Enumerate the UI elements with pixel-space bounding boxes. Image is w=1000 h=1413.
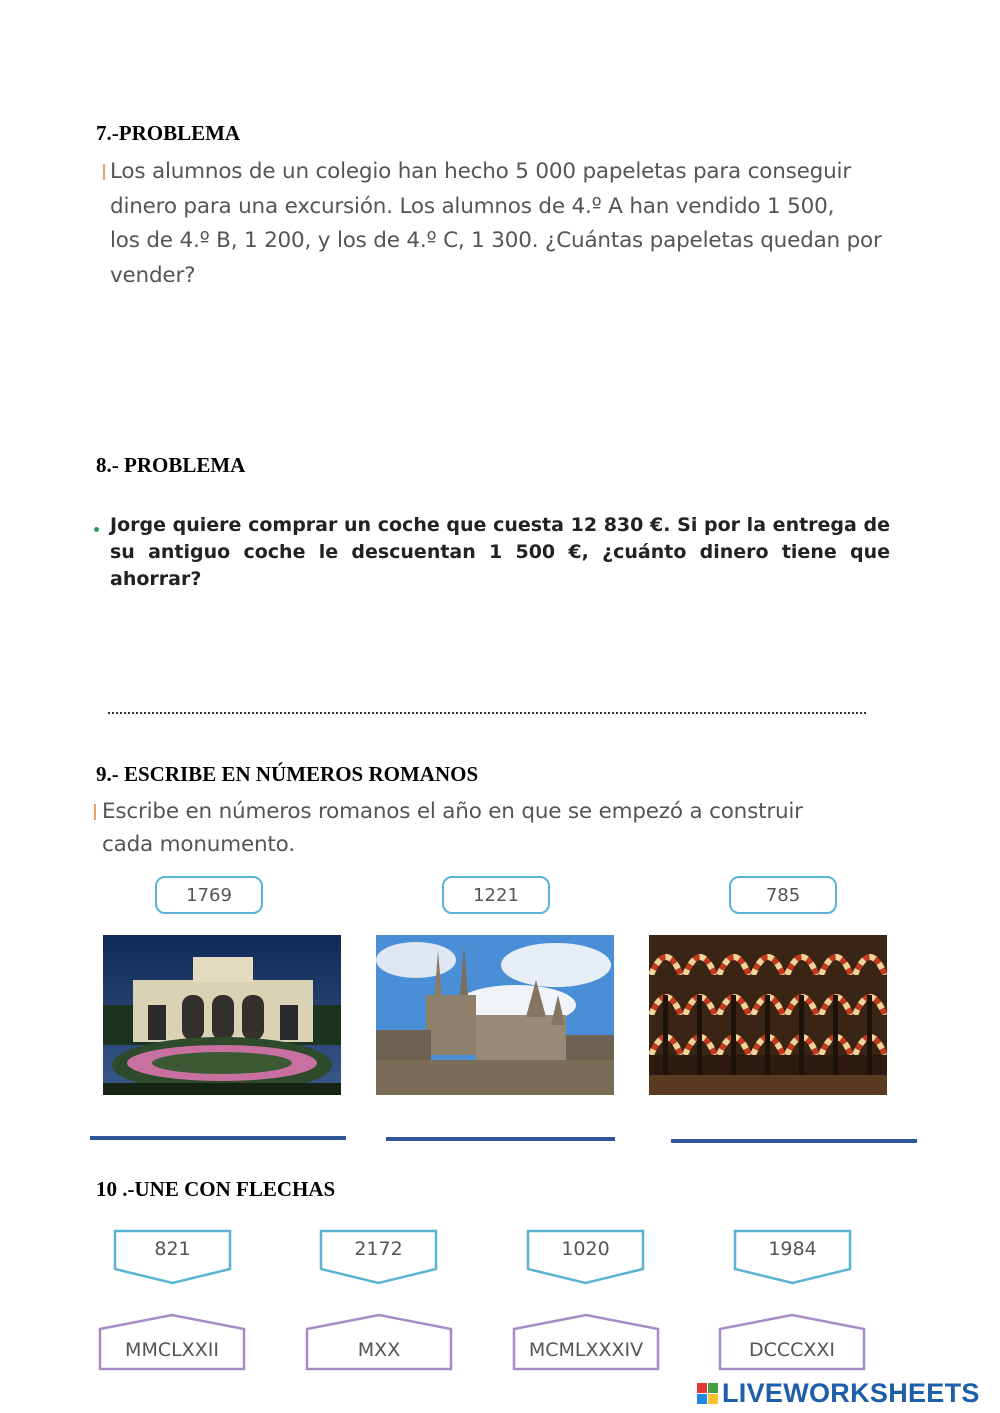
- problem-7-line-4: vender?: [110, 262, 196, 288]
- roman-tag-3[interactable]: [512, 1313, 660, 1371]
- problem-8-bullet: [94, 527, 99, 532]
- problem-9-line-1: Escribe en números romanos el año en que se empezó a construir: [102, 799, 803, 824]
- problem-9-bullet: [94, 804, 96, 820]
- answer-line-3[interactable]: [671, 1139, 917, 1143]
- problem-8-text: Jorge quiere comprar un coche que cuesta 12 830 €. Si por la entrega de su antiguo coche le descuentan 1 500 €, ¿cuánto dinero tiene que ahorrar?: [110, 514, 890, 590]
- answer-dotted-line[interactable]: [108, 712, 866, 714]
- problem-8-heading: 8.- PROBLEMA: [96, 453, 246, 477]
- problem-7-line-3: los de 4.º B, 1 200, y los de 4.º C, 1 300. ¿Cuántas papeletas quedan por: [110, 228, 882, 253]
- number-tag-3-label: 1020: [561, 1238, 610, 1260]
- answer-line-1[interactable]: [90, 1136, 346, 1140]
- roman-tag-1[interactable]: [98, 1313, 246, 1371]
- number-tag-4-label: 1984: [768, 1238, 817, 1260]
- year-box-1: 1769: [155, 876, 263, 914]
- burgos-cathedral-photo: [376, 935, 614, 1095]
- puerta-de-alcala-photo: [103, 935, 341, 1095]
- number-tag-2[interactable]: [319, 1229, 438, 1285]
- problem-9-text: [102, 795, 902, 861]
- number-tag-2-label: 2172: [354, 1238, 403, 1260]
- problem-9-line-2: cada monumento.: [102, 832, 295, 857]
- roman-tag-4-label: DCCCXXI: [748, 1339, 836, 1361]
- year-box-2: 1221: [442, 876, 550, 914]
- problem-7-heading: 7.-PROBLEMA: [96, 121, 241, 145]
- cordoba-mosque-photo: [649, 935, 887, 1095]
- roman-tag-4[interactable]: [718, 1313, 866, 1371]
- year-box-3: 785: [729, 876, 837, 914]
- number-tag-1-label: 821: [154, 1238, 191, 1260]
- liveworksheets-logo-text: LIVEWORKSHEETS: [722, 1378, 980, 1408]
- roman-tag-2[interactable]: [305, 1313, 453, 1371]
- roman-tag-2-label: MXX: [357, 1339, 401, 1361]
- problem-7-text: [110, 155, 900, 293]
- roman-tag-1-label: MMCLXXII: [125, 1339, 219, 1361]
- problem-10-heading: 10 .-UNE CON FLECHAS: [96, 1177, 336, 1201]
- problem-7-line-2: dinero para una excursión. Los alumnos de 4.º A han vendido 1 500,: [110, 193, 835, 219]
- roman-tag-3-label: MCMLXXXIV: [528, 1339, 644, 1361]
- number-tag-4[interactable]: [733, 1229, 852, 1285]
- number-tag-3[interactable]: [526, 1229, 645, 1285]
- number-tag-1[interactable]: [113, 1229, 232, 1285]
- problem-7-bullet: [103, 164, 105, 180]
- answer-line-2[interactable]: [386, 1137, 615, 1141]
- problem-7-line-1: Los alumnos de un colegio han hecho 5 000 papeletas para conseguir: [110, 159, 851, 184]
- liveworksheets-logo[interactable]: [697, 1378, 980, 1409]
- liveworksheets-logo-icon: [697, 1383, 719, 1405]
- problem-9-heading: 9.- ESCRIBE EN NÚMEROS ROMANOS: [96, 762, 479, 786]
